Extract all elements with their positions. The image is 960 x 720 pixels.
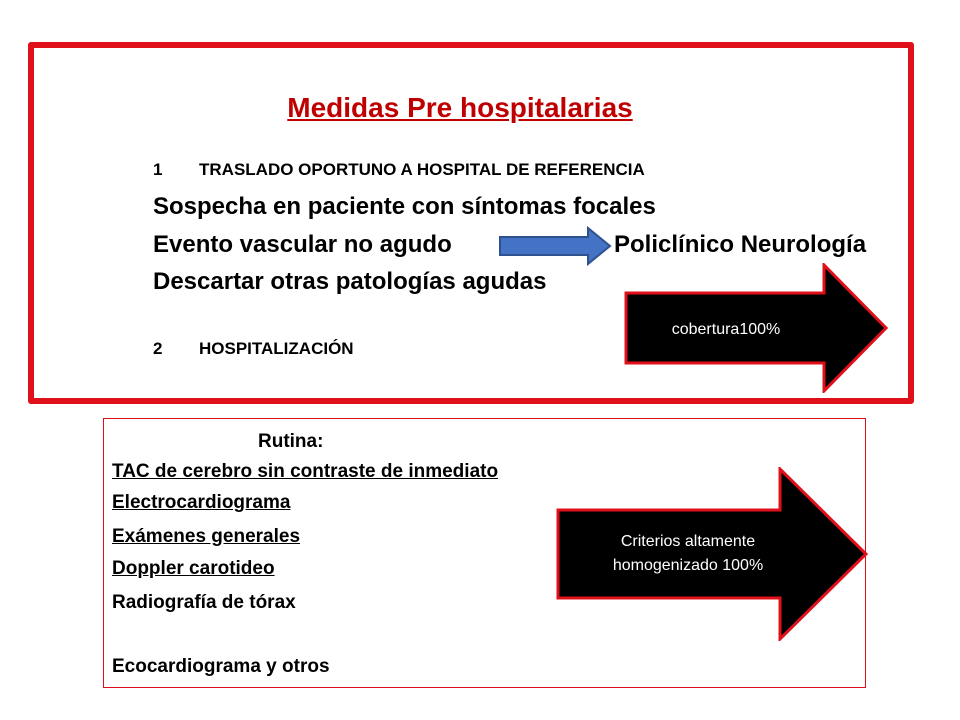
policlinico-label: Policlínico Neurología [614,231,867,258]
item-number: 2 [153,339,163,358]
item-text: HOSPITALIZACIÓN [199,339,354,358]
criterios-label [568,530,808,578]
item-number: 1 [153,160,163,179]
numbered-item-2 [153,339,354,359]
rutina-item: Radiografía de tórax [112,592,296,613]
rutina-item: Ecocardiograma y otros [112,656,330,677]
rutina-item: TAC de cerebro sin contraste de inmediato [112,461,499,482]
page-title: Medidas Pre hospitalarias [287,92,633,123]
cobertura-label: cobertura100% [671,321,781,338]
numbered-item-1 [153,160,645,180]
evento-line: Evento vascular no agudo [153,231,452,258]
right-arrow-icon [498,226,612,266]
descartar-line: Descartar otras patologías agudas [153,268,547,295]
rutina-item: Electrocardiograma [112,492,291,513]
sospecha-line: Sospecha en paciente con síntomas focales [153,193,656,220]
rutina-title: Rutina: [258,431,324,452]
rutina-item: Doppler carotideo [112,558,275,579]
rutina-item: Exámenes generales [112,526,301,547]
criterios-line: homogenizado 100% [612,557,764,574]
item-text: TRASLADO OPORTUNO A HOSPITAL DE REFERENCIA [199,160,645,179]
criterios-line: Criterios altamente [620,533,756,550]
